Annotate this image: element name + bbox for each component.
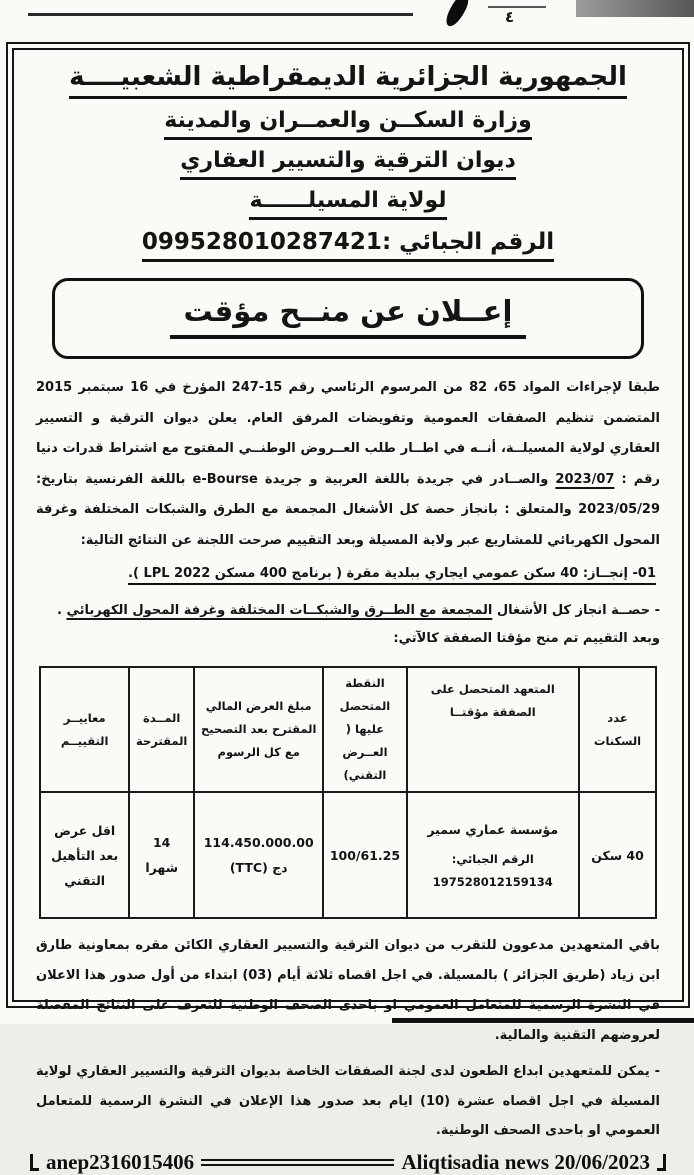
header-ministry-line [30, 108, 666, 140]
lot-description-line [30, 589, 666, 654]
cell-amount: 114.450.000.00 دج (TTC) [194, 792, 323, 918]
intro-paragraph [30, 365, 666, 556]
anep-number: anep2316015406 [46, 1150, 195, 1175]
inner-frame [12, 48, 684, 1175]
note-paragraph-1: باقي المتعهدين مدعوون للتقرب من ديوان الترقية والتسيير العقاري الكائن مقره بمعاونية طارق ابن زياد (طريق الجزائر ) بالمسيلة. في اجل اقصاه ثلاثة أيام (03) ابتداء من أول صدور هذا الاعلان في النشرة الرسمية للمتعامل العمومي او باحدى الصحف الوطنية للتعرف على النتائج المفصلة لعروضهم التقنية والمالية. [36, 938, 660, 1043]
newspaper-name: Aliqtisadia news 20/06/2023 [401, 1150, 650, 1175]
header-amount: مبلغ العرض المالي المقترح بعد التصحيح مع كل الرسوم [194, 667, 323, 792]
journal-name: e-Bourse [192, 471, 258, 487]
cell-technical-score: 100/61.25 [323, 792, 406, 918]
intro-text-1: طبقا لإجراءات المواد 65، 82 من المرسوم الرئاسي رقم 15-247 المؤرخ في 16 سبتمبر 2015 المتضمن تنظيم الصفقات العمومية وتفويضات المرفق العام. يعلن ديوان الترقية و التسيير العقاري لولاية المسيلــة، أنــه في اطــار طلب العــروض الوطنــي المفتوح مع اشتراط قدرات دنيا رقم : [36, 380, 661, 487]
cell-duration: 14 شهرا [129, 792, 194, 918]
header-duration: المــدة المقترحة [129, 667, 194, 792]
table-row [40, 792, 656, 918]
contractor-tax-id: الرقم الجبائي: 197528012159134 [432, 851, 553, 889]
note-paragraph-2: - يمكن للمتعهدين ابداع الطعون لدى لجنة الصفقات الخاصة بديوان الترقية والتسيير العقاري لولاية المسيلة في اجل اقصاه عشرة (10) ايام بعد صدور هذا الإعلان في النشرة الرسمية للمتعامل العمومي او باحدى الصحف الوطنية. [36, 1063, 660, 1139]
scan-box-artifact [576, 0, 694, 17]
results-table [39, 666, 657, 919]
header-technical-score: النقطة المتحصل عليها ( العــرض التقني) [323, 667, 406, 792]
footer [30, 1146, 666, 1175]
header-office: ديوان الترقية والتسيير العقاري [180, 148, 515, 180]
lot-text-1: - حصــة انجاز كل الأشغال [492, 602, 660, 618]
pen-stroke-artifact [443, 0, 471, 29]
header-republic-line [30, 62, 666, 99]
header-criteria: معاييــر التقييــم [40, 667, 129, 792]
contractor-name: مؤسسة عماري سمير [427, 821, 559, 837]
table-header-row [40, 667, 656, 792]
scan-rule-short [488, 6, 546, 8]
tender-number: 2023/07 [555, 471, 615, 487]
intro-text-2: والصــادر في جريدة باللغة العربية و جريدة [257, 471, 556, 487]
frame-corner-right [657, 1154, 666, 1171]
lot-text-underlined: المجمعة مع الطــرق والشبكــات المختلفة وغرفة المحول الكهربائي [66, 602, 493, 618]
header-contractor: المتعهد المتحصل على الصفقة مؤقتــا [407, 667, 579, 792]
outer-frame [6, 42, 690, 1175]
announcement-title-box [52, 278, 643, 359]
announcement-title: إعــلان عن منــح مؤقت [170, 294, 527, 339]
cell-criteria: اقل عرض بعد التأهيل التقني [40, 792, 129, 918]
numeral-artifact: ٤ [505, 8, 515, 26]
cell-contractor [407, 792, 579, 918]
header-wilaya: لولاية المسيلــــــة [249, 188, 446, 220]
header-republic: الجمهورية الجزائرية الديمقراطية الشعبيــــة [69, 62, 627, 99]
frame-corner-left [30, 1154, 39, 1171]
project-item-line [30, 556, 666, 589]
intro-text-3: باللغة الفرنسية بتاريخ: 2023/05/29 والمتعلق : بانجاز حصة كل الأشغال المجمعة مع الطرق والشبكات المختلفة وغرفة المحول الكهربائي للمشاريع عبر ولاية المسيلة وبعد التقييم صرحت اللجنة عن النتائج التالية: [36, 471, 660, 548]
project-item: 01- إنجــاز: 40 سكن عمومي ايجاري ببلدية مقرة ( برنامج 400 مسكن LPL 2022 ). [128, 566, 656, 585]
header-ministry: وزارة السكــن والعمــران والمدينة [164, 108, 532, 140]
cell-units: 40 سكن [579, 792, 656, 918]
lot-text-2: . وبعد التقييم تم منح مؤقتا الصفقة كالآتي: [57, 602, 660, 647]
header-wilaya-line [30, 188, 666, 220]
tax-number: الرقم الجبائي :099528010287421 [142, 229, 554, 262]
header-units: عدد السكنات [579, 667, 656, 792]
footer-double-rule [201, 1159, 394, 1166]
scan-rule-top [28, 13, 413, 16]
header-office-line [30, 148, 666, 180]
tax-number-line [30, 229, 666, 262]
